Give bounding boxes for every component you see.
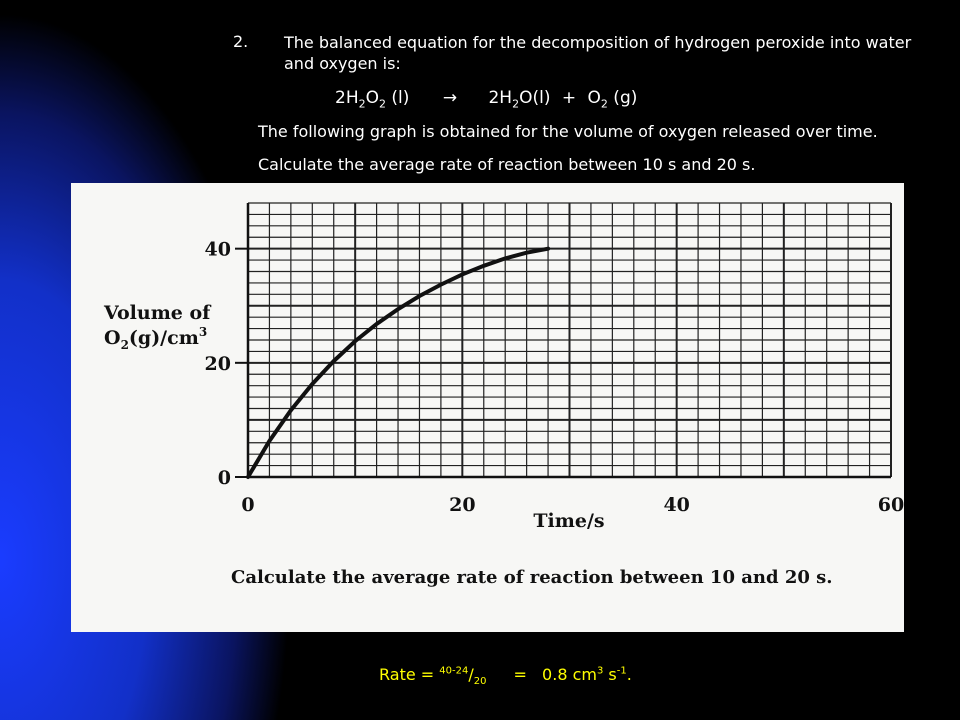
x-tick-label: 60 xyxy=(877,494,904,516)
eq-reactant-state: (l) xyxy=(386,88,410,108)
graph-figure xyxy=(71,183,904,632)
answer-prefix: Rate = xyxy=(379,665,440,684)
eq-reactant-sub1: 2 xyxy=(358,97,366,111)
y-tick-label: 40 xyxy=(204,238,231,261)
chart-ticks xyxy=(205,239,904,516)
eq-product2: O xyxy=(587,88,601,108)
y-axis-label-line1: Volume of xyxy=(104,302,211,324)
answer-slash: / xyxy=(468,665,474,684)
ylabel-o: O xyxy=(104,327,121,349)
volume-time-chart xyxy=(71,183,904,632)
question-line2: Calculate the average rate of reaction between 10 s and 20 s. xyxy=(258,155,756,174)
x-tick-label: 0 xyxy=(241,494,255,516)
answer-unit-sup1: 3 xyxy=(596,665,604,677)
ylabel-sup: 3 xyxy=(198,325,208,339)
chemical-equation xyxy=(335,88,637,110)
ylabel-rest: (g)/cm xyxy=(128,327,199,349)
y-tick-label: 0 xyxy=(217,467,231,489)
eq-product2-sub: 2 xyxy=(600,97,608,111)
answer-unit-mid: s xyxy=(603,665,617,684)
x-axis-label: Time/s xyxy=(533,510,605,532)
chart-caption: Calculate the average rate of reaction between 10 and 20 s. xyxy=(231,567,833,588)
y-axis-label-line2 xyxy=(104,325,207,352)
answer-line xyxy=(379,665,632,687)
answer-denominator: 20 xyxy=(473,676,487,688)
answer-equals: = xyxy=(513,665,527,684)
answer-result: 0.8 cm xyxy=(542,665,597,684)
eq-product1: 2H xyxy=(488,88,513,108)
chart-grid xyxy=(248,203,891,477)
eq-reactant: 2H xyxy=(335,88,359,108)
eq-reactant-sub2: 2 xyxy=(379,97,386,111)
eq-reactant-o: O xyxy=(365,88,379,108)
eq-product1-rest: O(l) xyxy=(519,88,551,108)
question-intro: The balanced equation for the decomposition of hydrogen peroxide into water and oxygen is: xyxy=(284,33,912,73)
question-number: 2. xyxy=(233,32,249,51)
ylabel-sub: 2 xyxy=(120,338,129,352)
eq-arrow-icon: → xyxy=(442,88,458,108)
y-tick-label: 20 xyxy=(204,352,231,375)
eq-product2-state: (g) xyxy=(607,88,638,108)
question-line1: The following graph is obtained for the volume of oxygen released over time. xyxy=(258,122,878,141)
answer-numerator: 40-24 xyxy=(439,665,469,677)
answer-unit-sup2: -1 xyxy=(616,665,627,677)
answer-end: . xyxy=(626,665,632,684)
eq-product1-sub: 2 xyxy=(512,97,520,111)
eq-plus: + xyxy=(561,88,577,108)
x-tick-label: 20 xyxy=(449,494,476,516)
x-tick-label: 40 xyxy=(663,494,690,516)
